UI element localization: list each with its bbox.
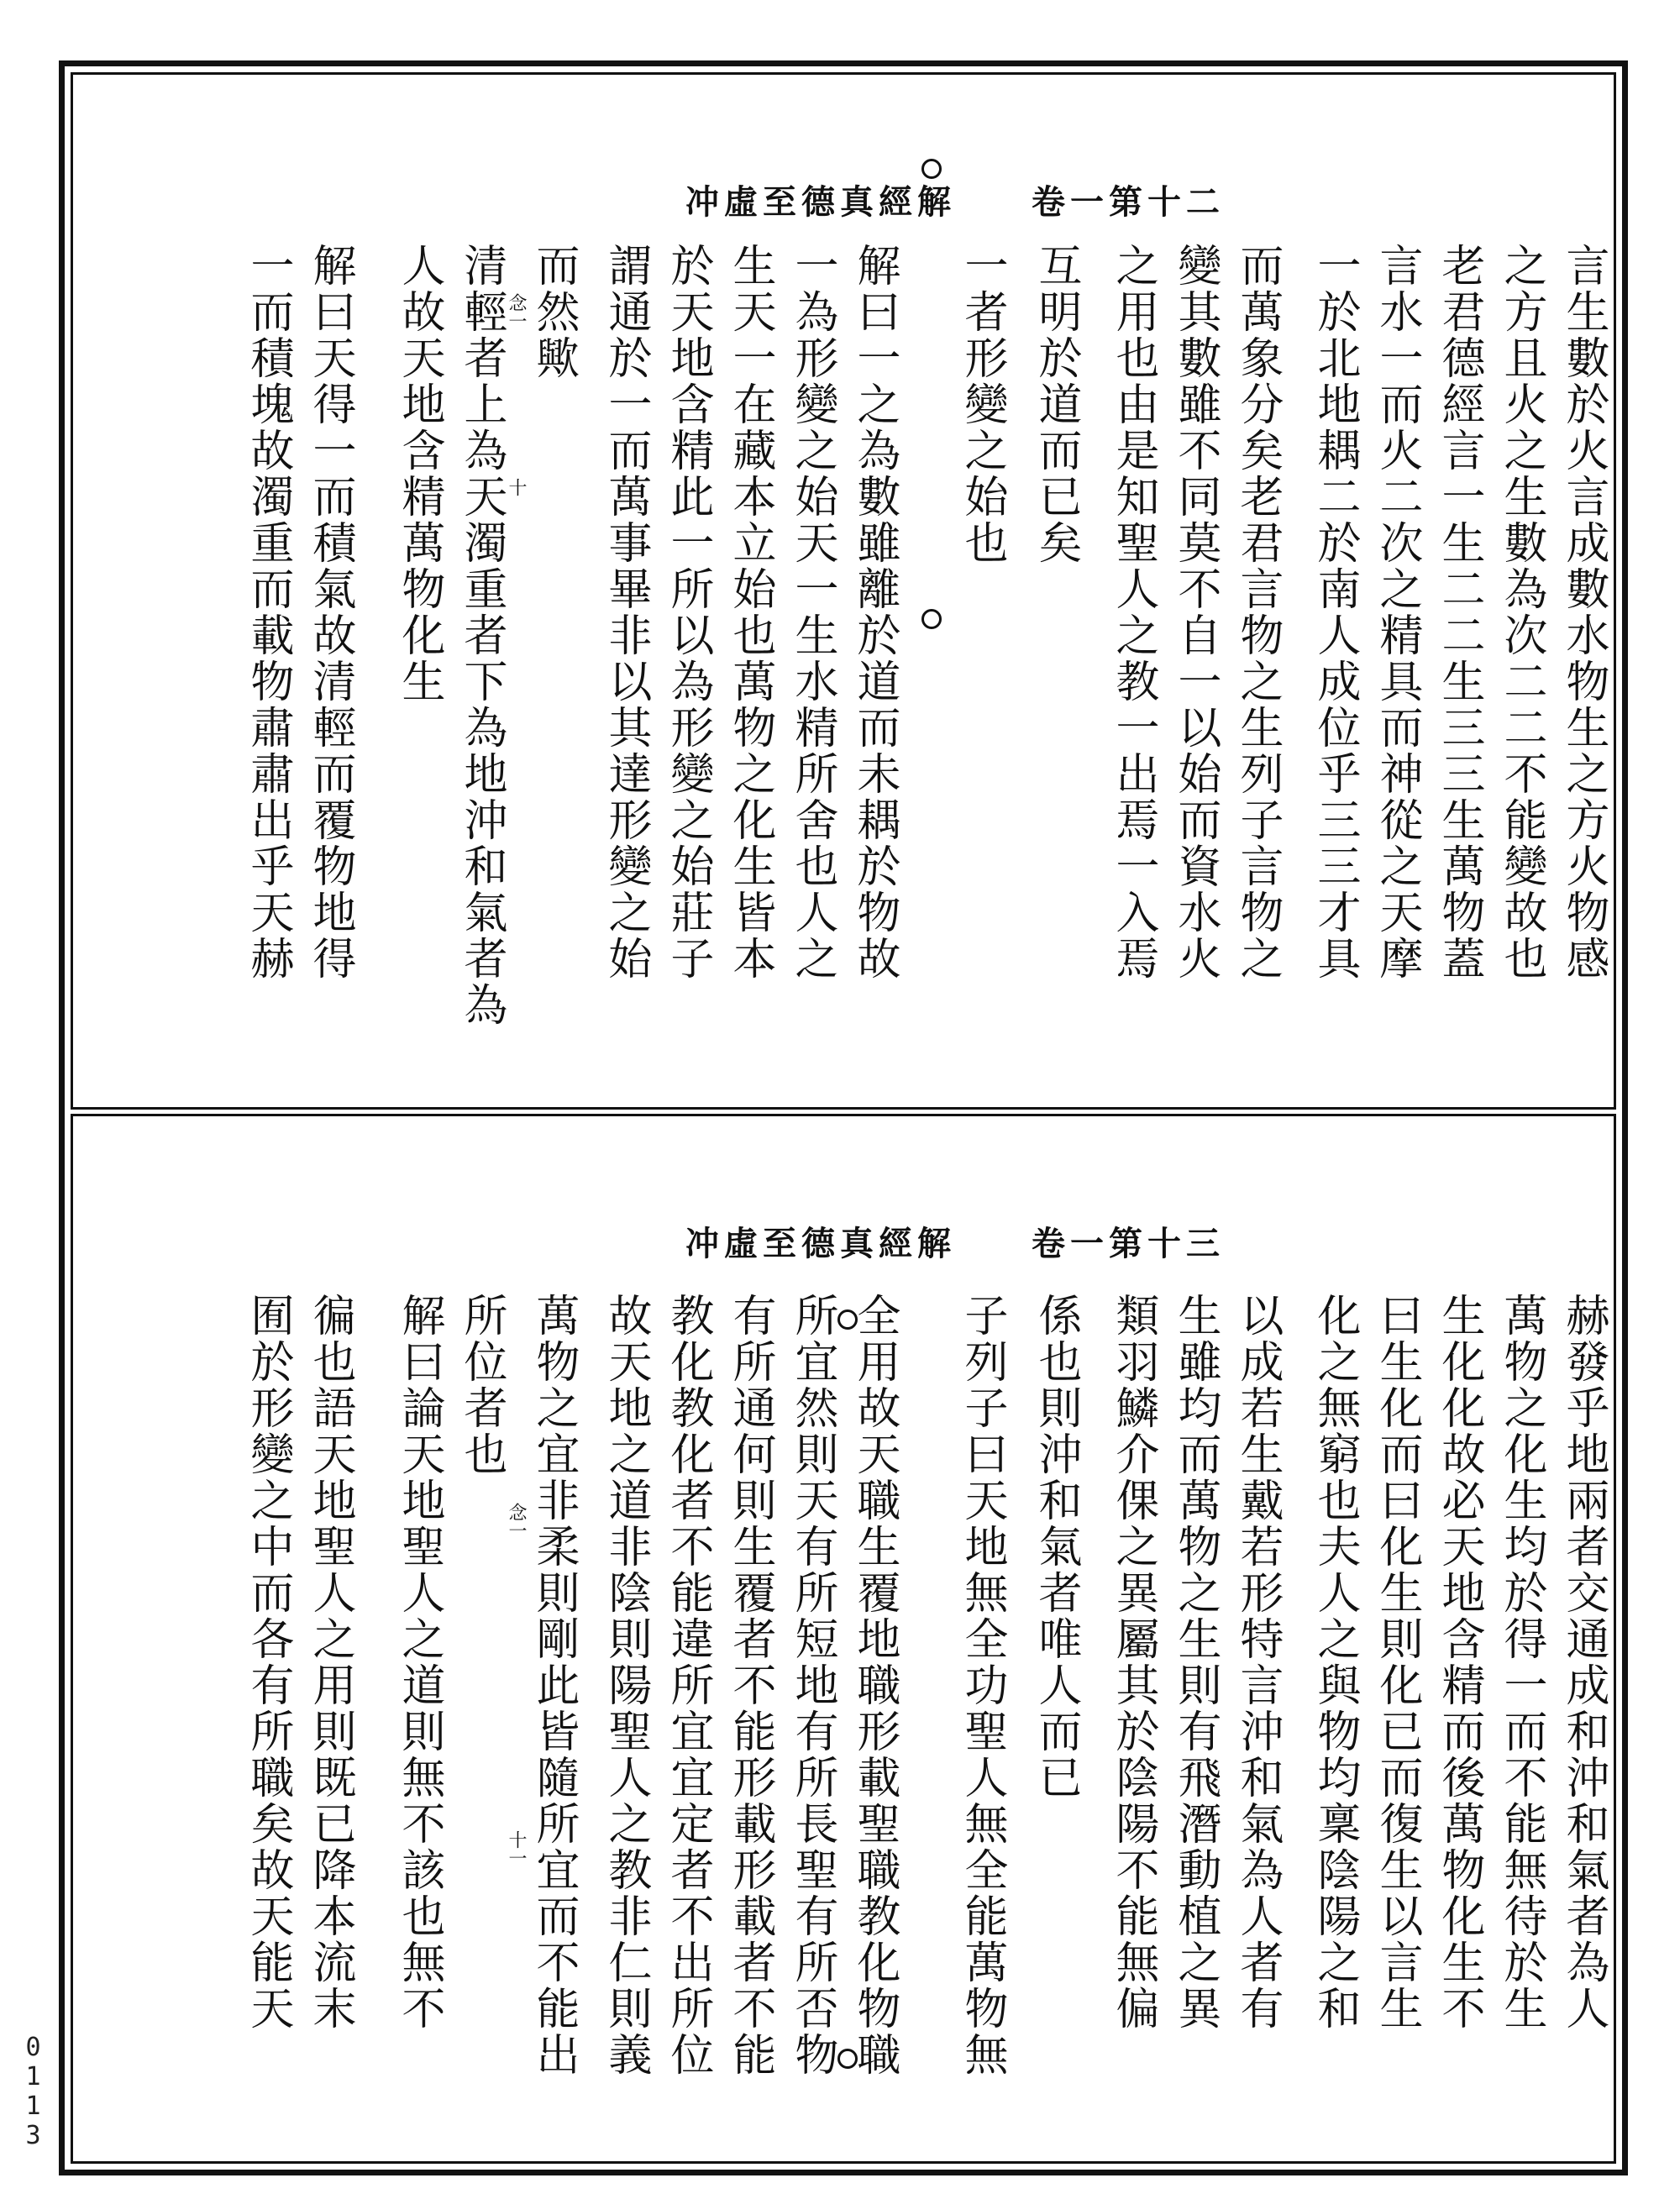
text-column: 教化教化者不能違所宜宜定者不出所位 <box>663 1293 713 2078</box>
margin-note: 十 <box>506 478 527 496</box>
text-column: 於天地含精此一所以為形變之始莊子 <box>663 243 713 982</box>
text-column: 而然歟 <box>528 243 579 381</box>
text-column: 解曰一之為數雖離於道而未耦於物故 <box>849 243 900 982</box>
text-column: 生化化故必天地含精而後萬物化生不 <box>1434 1293 1484 2032</box>
section-circle-mark <box>921 159 942 179</box>
top-page-panel <box>71 72 1616 1110</box>
text-column: 所位者也 <box>456 1293 507 1477</box>
text-column: 故天地之道非陰則陽聖人之教非仁則義 <box>601 1293 651 2078</box>
section-circle-mark <box>837 2049 858 2069</box>
text-column: 解曰天得一而積氣故清輕而覆物地得 <box>305 243 355 982</box>
text-column: 言生數於火言成數水物生之方火物感 <box>1558 243 1609 982</box>
bottom-book-title: 冲虛至德真經解 <box>685 1224 957 1263</box>
page-number: 0113 <box>18 2033 48 2150</box>
text-column: 而萬象分矣老君言物之生列子言物之 <box>1232 243 1283 982</box>
bottom-page-panel <box>71 1114 1616 2164</box>
text-column: 以成若生戴若形特言沖和氣為人者有 <box>1232 1293 1283 2032</box>
text-column: 謂通於一而萬事畢非以其達形變之始 <box>601 243 651 982</box>
text-column: 一為形變之始天一生水精所舍也人之 <box>787 243 837 982</box>
text-column: 變其數雖不同莫不自一以始而資水火 <box>1170 243 1221 982</box>
text-column: 互明於道而已矣 <box>1031 243 1081 566</box>
text-column: 言水一而火二次之精具而神從之天摩 <box>1372 243 1422 982</box>
text-column: 萬物之宜非柔則剛此皆隨所宜而不能出 <box>528 1293 579 2078</box>
top-book-title: 冲虛至德真經解 <box>685 182 957 222</box>
top-page-header <box>577 176 1333 223</box>
text-column: 化之無窮也夫人之與物均稟陰陽之和 <box>1310 1293 1360 2032</box>
text-column: 赫發乎地兩者交通成和沖和氣者為人 <box>1558 1293 1609 2032</box>
bottom-page-header <box>577 1217 1333 1265</box>
text-column: 生雖均而萬物之生則有飛潛動植之異 <box>1170 1293 1221 2032</box>
section-circle-mark <box>921 609 942 629</box>
text-column: 一於北地耦二於南人成位乎三三才具 <box>1310 243 1360 982</box>
text-column: 子列子曰天地無全功聖人無全能萬物無 <box>957 1293 1007 2078</box>
text-column: 一而積塊故濁重而載物肅肅出乎天赫 <box>243 243 293 982</box>
text-column: 之用也由是知聖人之教一出焉一入焉 <box>1108 243 1158 982</box>
top-volume-label: 卷一第十二 <box>1031 182 1225 222</box>
text-column: 類羽鱗介倮之異屬其於陰陽不能無偏 <box>1108 1293 1158 2032</box>
text-column: 老君德經言一生二二生三三生萬物蓋 <box>1434 243 1484 982</box>
text-column: 生天一在藏本立始也萬物之化生皆本 <box>725 243 775 982</box>
text-column: 萬物之化生均於得一而不能無待於生 <box>1496 1293 1546 2032</box>
text-column: 徧也語天地聖人之用則既已降本流末 <box>305 1293 355 2032</box>
text-column: 全用故天職生覆地職形載聖職教化物職 <box>849 1293 900 2078</box>
margin-note: 十一 <box>506 1830 527 1867</box>
text-column: 係也則沖和氣者唯人而已 <box>1031 1293 1081 1801</box>
text-column: 曰生化而曰化生則化已而復生以言生 <box>1372 1293 1422 2032</box>
text-column: 清輕者上為天濁重者下為地沖和氣者為 <box>456 243 507 1028</box>
section-circle-mark <box>837 1309 858 1330</box>
margin-note: 念一 <box>506 293 527 330</box>
text-column: 囿於形變之中而各有所職矣故天能天 <box>243 1293 293 2032</box>
text-column: 之方且火之生數為次二二不能變故也 <box>1496 243 1546 982</box>
text-column: 有所通何則生覆者不能形載形載者不能 <box>725 1293 775 2078</box>
text-column: 所宜然則天有所短地有所長聖有所否物 <box>787 1293 837 2078</box>
bottom-volume-label: 卷一第十三 <box>1031 1224 1225 1263</box>
text-column: 一者形變之始也 <box>957 243 1007 566</box>
text-column: 人故天地含精萬物化生 <box>394 243 444 705</box>
margin-note: 念一 <box>506 1503 527 1540</box>
text-column: 解曰論天地聖人之道則無不該也無不 <box>394 1293 444 2032</box>
